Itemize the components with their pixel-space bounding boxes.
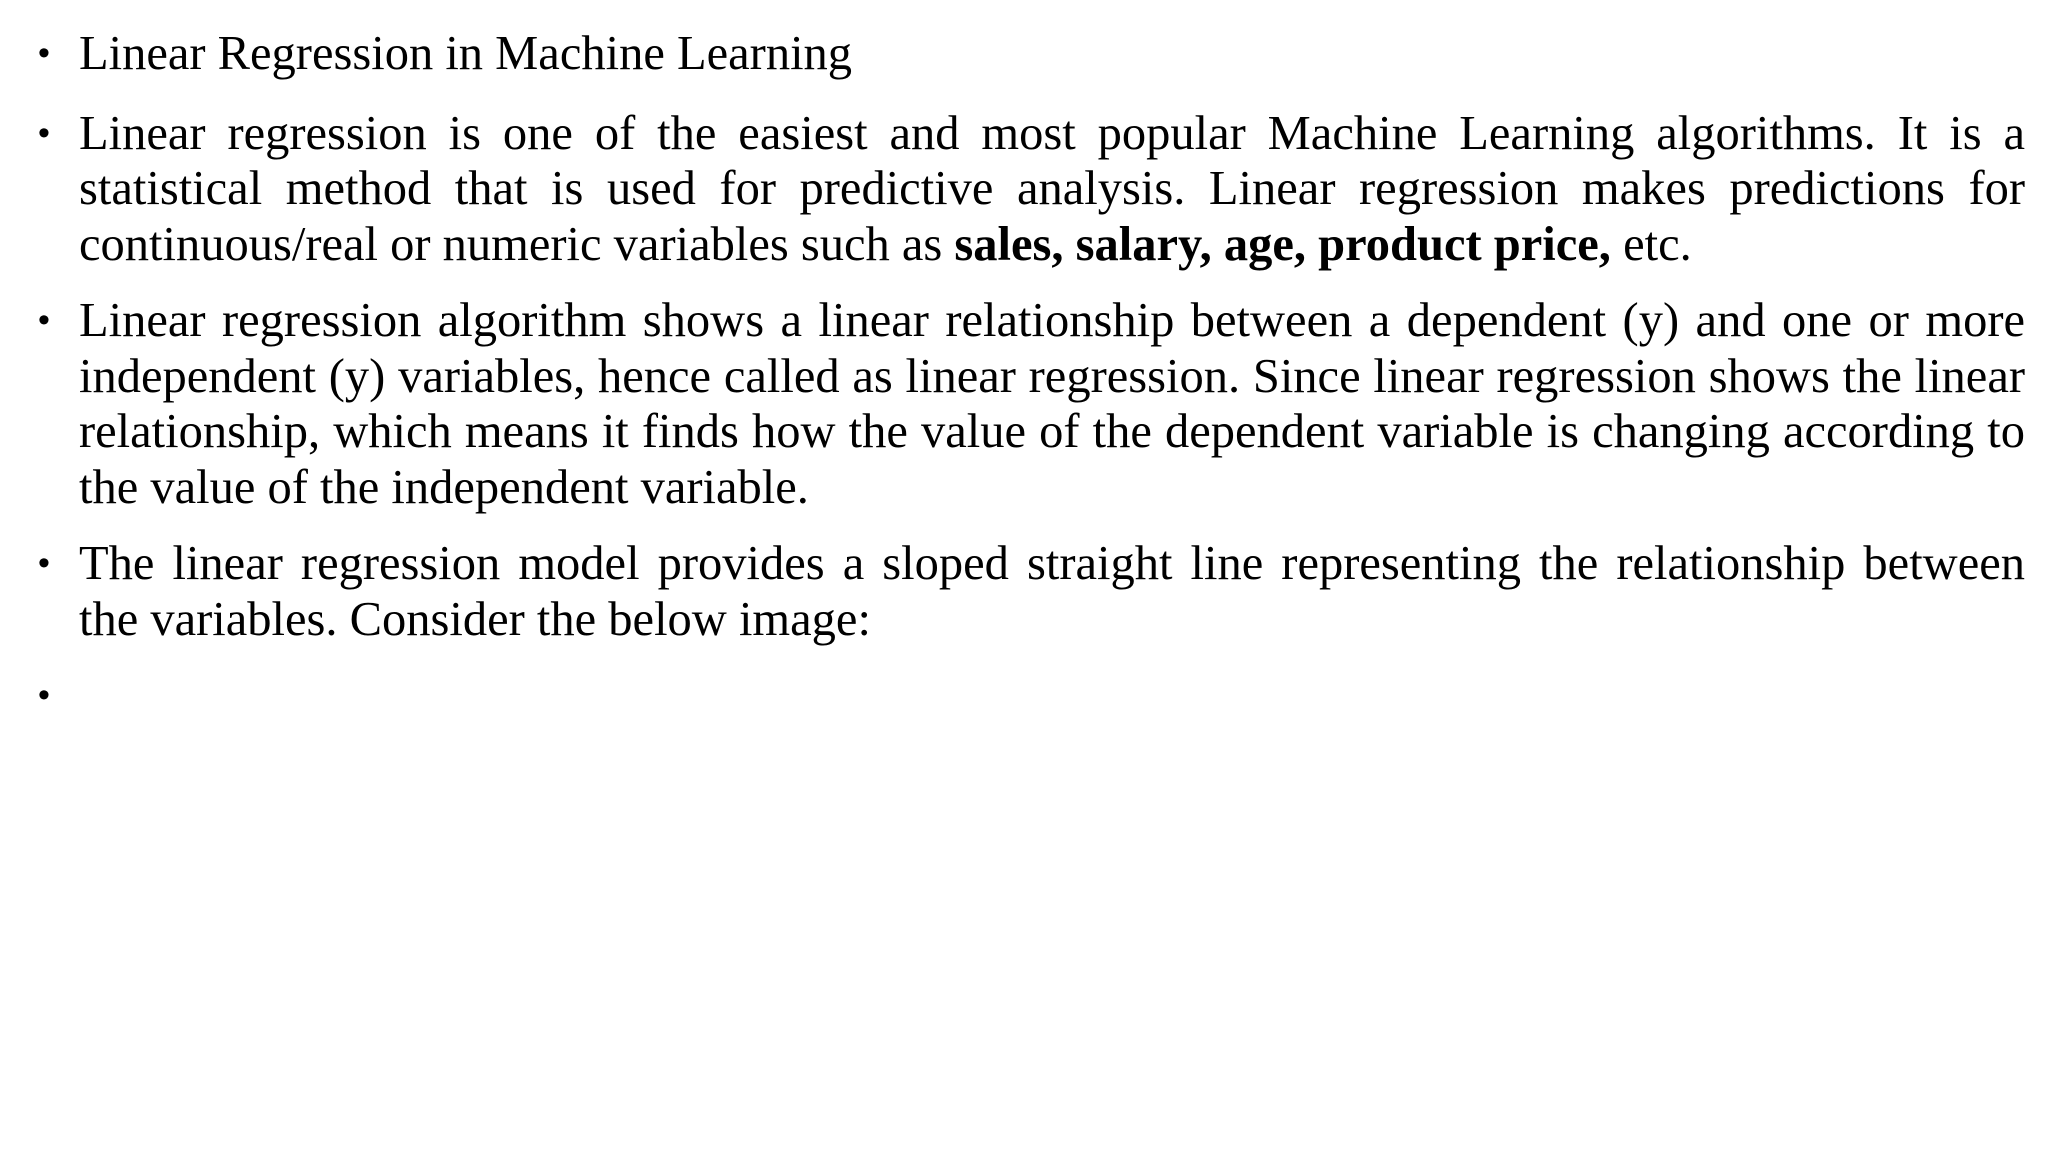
bullet-dot-icon: • bbox=[38, 544, 50, 582]
relationship-text: Linear regression algorithm shows a linear relationship between a dependent (y) and one or more independent (y) variables, hence called as linear regression. Since linear regression shows the linear relationship, which means it finds how the value of the dependent variable is changing according to the value of the independent variable. bbox=[79, 294, 2025, 514]
bullet-heading bbox=[0, 26, 2048, 82]
model-text: The linear regression model provides a sloped straight line representing the relationship between the variables. Consider the below image: bbox=[79, 537, 2025, 646]
bullet-model bbox=[0, 536, 2048, 647]
bullet-dot-icon: • bbox=[38, 676, 50, 714]
bullet-dot-icon: • bbox=[38, 301, 50, 339]
bullet-list bbox=[0, 26, 2048, 745]
intro-text-end: etc. bbox=[1610, 217, 1692, 271]
bullet-relationship bbox=[0, 293, 2048, 515]
intro-text: Linear regression is one of the easiest and most popular Machine Learning algorithms. It is a statistical method that is used for predictive analysis. Linear regression makes predictions for continuous/real or numeric variables such as bbox=[79, 106, 2025, 271]
bullet-intro bbox=[0, 106, 2048, 273]
bullet-dot-icon: • bbox=[38, 113, 50, 152]
slide-heading: Linear Regression in Machine Learning bbox=[79, 27, 853, 80]
bold-examples: sales, salary, age, product price, bbox=[954, 217, 1611, 271]
bullet-dot-icon: • bbox=[38, 34, 50, 72]
bullet-empty bbox=[0, 668, 2048, 724]
